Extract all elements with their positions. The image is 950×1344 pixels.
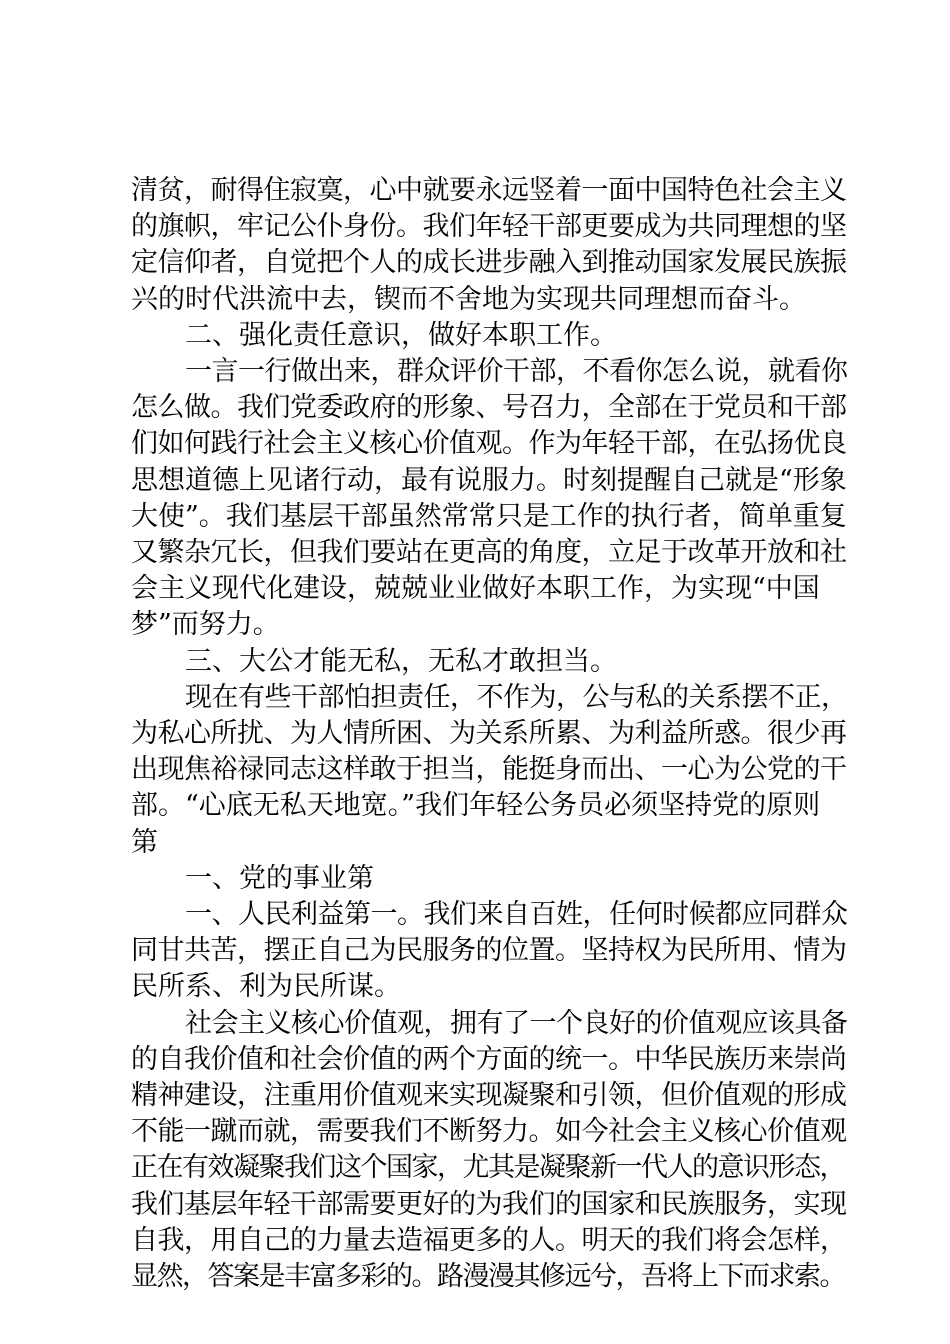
text-line: 精神建设，注重用价值观来实现凝聚和引领，但价值观的形成 [131, 1080, 847, 1112]
paragraph [131, 897, 851, 1006]
paragraph [131, 680, 851, 861]
text-line: 部。“心底无私天地宽。”我们年轻公务员必须坚持党的原则 [131, 790, 821, 822]
text-line: 又繁杂冗长，但我们要站在更高的角度，立足于改革开放和社 [131, 537, 847, 569]
text-line: 二、强化责任意识，做好本职工作。 [185, 319, 617, 351]
text-line: 的旗帜，牢记公仆身份。我们年轻干部更要成为共同理想的坚 [131, 211, 847, 243]
text-line: 一言一行做出来，群众评价干部，不看你怎么说，就看你 [185, 356, 848, 388]
text-line: 不能一蹴而就，需要我们不断努力。如今社会主义核心价值观 [131, 1116, 847, 1148]
text-line: 一、人民利益第一。我们来自百姓，任何时候都应同群众 [185, 899, 848, 931]
document-body [131, 173, 851, 1295]
paragraph [131, 173, 851, 318]
paragraph [131, 1006, 851, 1296]
paragraph [131, 318, 851, 354]
text-line: 为私心所扰、为人情所困、为关系所累、为利益所惑。很少再 [131, 718, 847, 750]
text-line: 自我，用自己的力量去造福更多的人。明天的我们将会怎样， [131, 1224, 847, 1256]
paragraph [131, 644, 851, 680]
text-line: 社会主义核心价值观，拥有了一个良好的价值观应该具备 [185, 1007, 848, 1039]
text-line: 显然，答案是丰富多彩的。路漫漫其修远兮，吾将上下而求索。 [131, 1261, 845, 1293]
text-line: 现在有些干部怕担责任，不作为，公与私的关系摆不正， [185, 681, 848, 713]
text-line: 清贫，耐得住寂寞，心中就要永远竖着一面中国特色社会主义 [131, 175, 847, 206]
text-line: 的自我价值和社会价值的两个方面的统一。中华民族历来崇尚 [131, 1043, 847, 1075]
text-line: 定信仰者，自觉把个人的成长进步融入到推动国家发展民族振 [131, 247, 847, 279]
text-line: 们如何践行社会主义核心价值观。作为年轻干部，在弘扬优良 [131, 428, 847, 460]
text-line: 思想道德上见诸行动，最有说服力。时刻提醒自己就是“形象 [131, 464, 847, 496]
text-line: 出现焦裕禄同志这样敢于担当，能挺身而出、一心为公党的干 [131, 754, 847, 786]
text-line: 梦”而努力。 [131, 609, 280, 641]
text-line: 第 [131, 826, 158, 858]
text-line: 我们基层年轻干部需要更好的为我们的国家和民族服务，实现 [131, 1188, 847, 1220]
text-line: 正在有效凝聚我们这个国家，尤其是凝聚新一代人的意识形态， [131, 1152, 845, 1184]
text-line: 三、大公才能无私，无私才敢担当。 [185, 645, 617, 677]
text-line: 民所系、利为民所谋。 [131, 971, 401, 1003]
text-line: 大使”。我们基层干部虽然常常只是工作的执行者，简单重复 [131, 500, 847, 532]
paragraph [131, 354, 851, 644]
text-line: 一、党的事业第 [185, 862, 374, 894]
text-line: 会主义现代化建设，兢兢业业做好本职工作，为实现“中国 [131, 573, 820, 605]
text-line: 兴的时代洪流中去，锲而不舍地为实现共同理想而奋斗。 [131, 283, 806, 315]
paragraph [131, 861, 851, 897]
text-line: 怎么做。我们党委政府的形象、号召力，全部在于党员和干部 [131, 392, 847, 424]
text-line: 同甘共苦，摆正自己为民服务的位置。坚持权为民所用、情为 [131, 935, 847, 967]
